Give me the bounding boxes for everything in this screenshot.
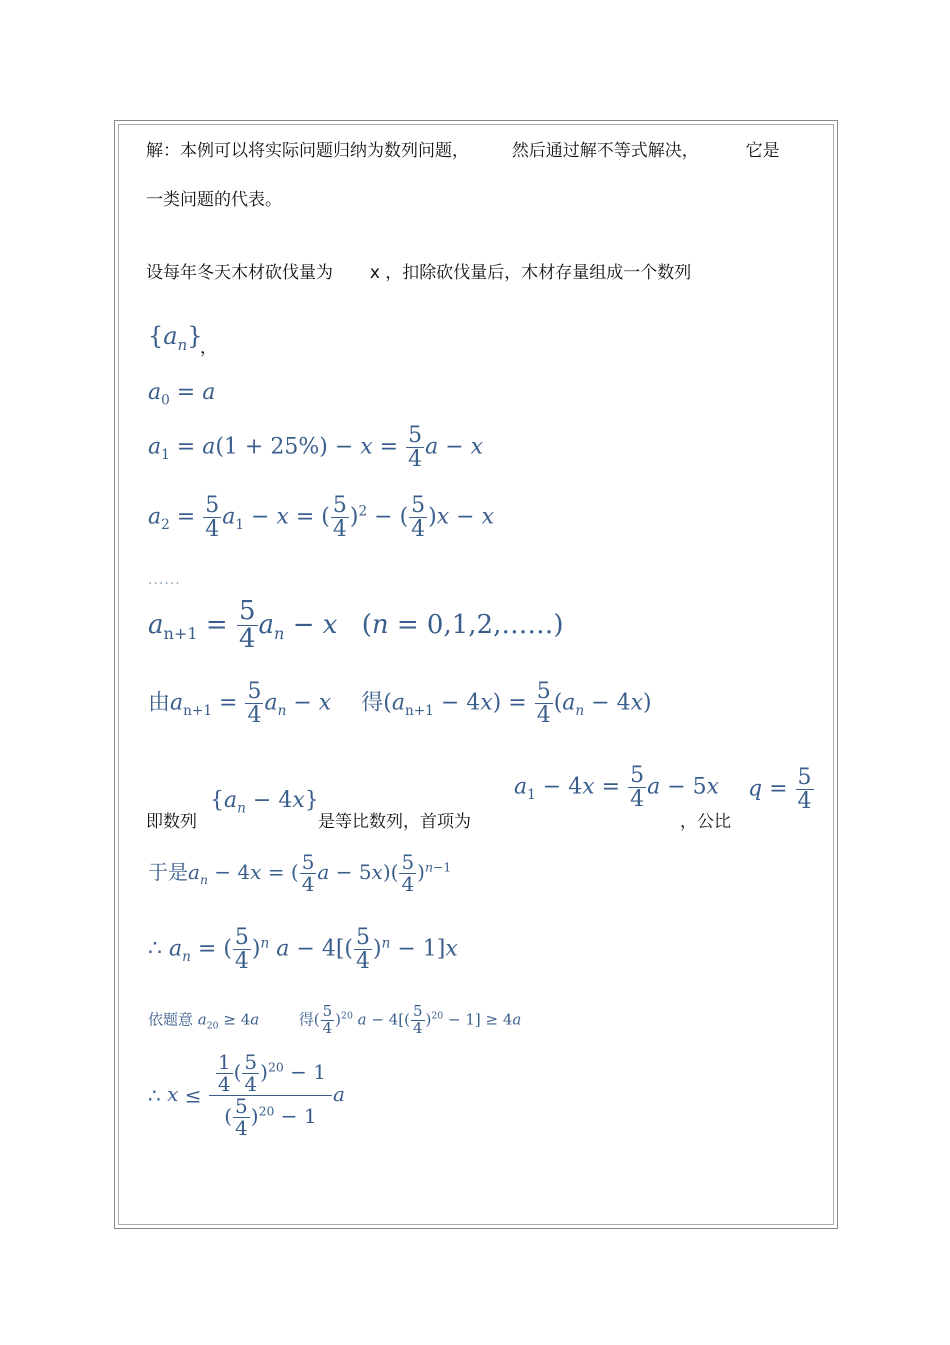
intro-part-3: 它是 [745, 141, 780, 161]
intro-part-2: 然后通过解不等式解决， [511, 141, 699, 161]
geo-first-term: $a_1 - 4x$ = $\frac{5}{4}$ a − 5x [514, 763, 720, 813]
word-yushi: 于是 [148, 860, 188, 884]
sequence-an: $\{a_n\}$ [148, 322, 203, 354]
sequence-comma: ， [200, 338, 217, 358]
geo-label-b: 是等比数列，首项为 [318, 812, 471, 832]
eq-an-closed: ∴ $a_n$ = ( $\frac{5}{4}$ )$^n$ a − 4[( $\frac{5}{4}$ )$^n$ − 1]x [148, 925, 458, 975]
geo-label-c: ，公比 [680, 812, 731, 832]
setup-text-b: ，扣除砍伐量后，木材存量组成一个数列 [385, 263, 692, 283]
word-yitiyi: 依题意 [148, 1010, 194, 1029]
eq-general-term: 于是$a_n - 4x$ = ( $\frac{5}{4}$ a − 5x)( $\frac{5}{4}$ )$^{n-1}$ [148, 850, 452, 896]
eq-a1: $a_1 = a(1 + 25\%) - x$ = $\frac{5}{4}$ a − x [148, 423, 484, 473]
eq-a0: $a_0 = a$ [148, 380, 216, 409]
geo-ratio: q = $\frac{5}{4}$ [748, 765, 812, 815]
eq-condition: 依题意 $a_{20} \ge 4a$ 得( $\frac{5}{4}$ )$^{20}$ a − 4[( $\frac{5}{4}$ )$^{20}$ − 1] ≥ 4a [148, 1002, 522, 1037]
eq-recurrence: $a_{n+1}$ = $\frac{5}{4}$ $a_n - x$ (n = 0,1,2,……) [148, 596, 564, 655]
ellipsis: ...... [148, 572, 181, 588]
word-de: 得 [361, 690, 384, 716]
intro-line-2: 一类问题的代表。 [146, 190, 282, 210]
geo-seq: $\{a_n - 4x\}$ [210, 788, 319, 817]
eq-final: ∴ x ≤ $\frac{1}{4}$ ( $\frac{5}{4}$ )$^{20}$ − 1 ( $\frac{5}{4}$ )$^{20}$ − 1 a [148, 1050, 345, 1140]
setup-line [146, 263, 691, 283]
word-you: 由 [148, 690, 171, 716]
geo-label-a: 即数列 [146, 812, 197, 832]
eq-a2: $a_2$ = $\frac{5}{4}$ $a_1 - x$ = ( $\frac{5}{4}$ )$^2$ − ( $\frac{5}{4}$ )x − x [148, 493, 495, 543]
word-de2: 得 [298, 1010, 314, 1029]
setup-text-a: 设每年冬天木材砍伐量为 [146, 263, 333, 283]
setup-var-x: x [369, 263, 380, 283]
intro-part-1: 解：本例可以将实际问题归纳为数列问题， [146, 141, 469, 161]
intro-line-1 [146, 141, 780, 161]
eq-transform: 由$a_{n+1}$ = $\frac{5}{4}$ $a_n - x$ 得$(a_{n+1} - 4x)$ = $\frac{5}{4}$ $(a_n - 4x)$ [148, 679, 652, 729]
